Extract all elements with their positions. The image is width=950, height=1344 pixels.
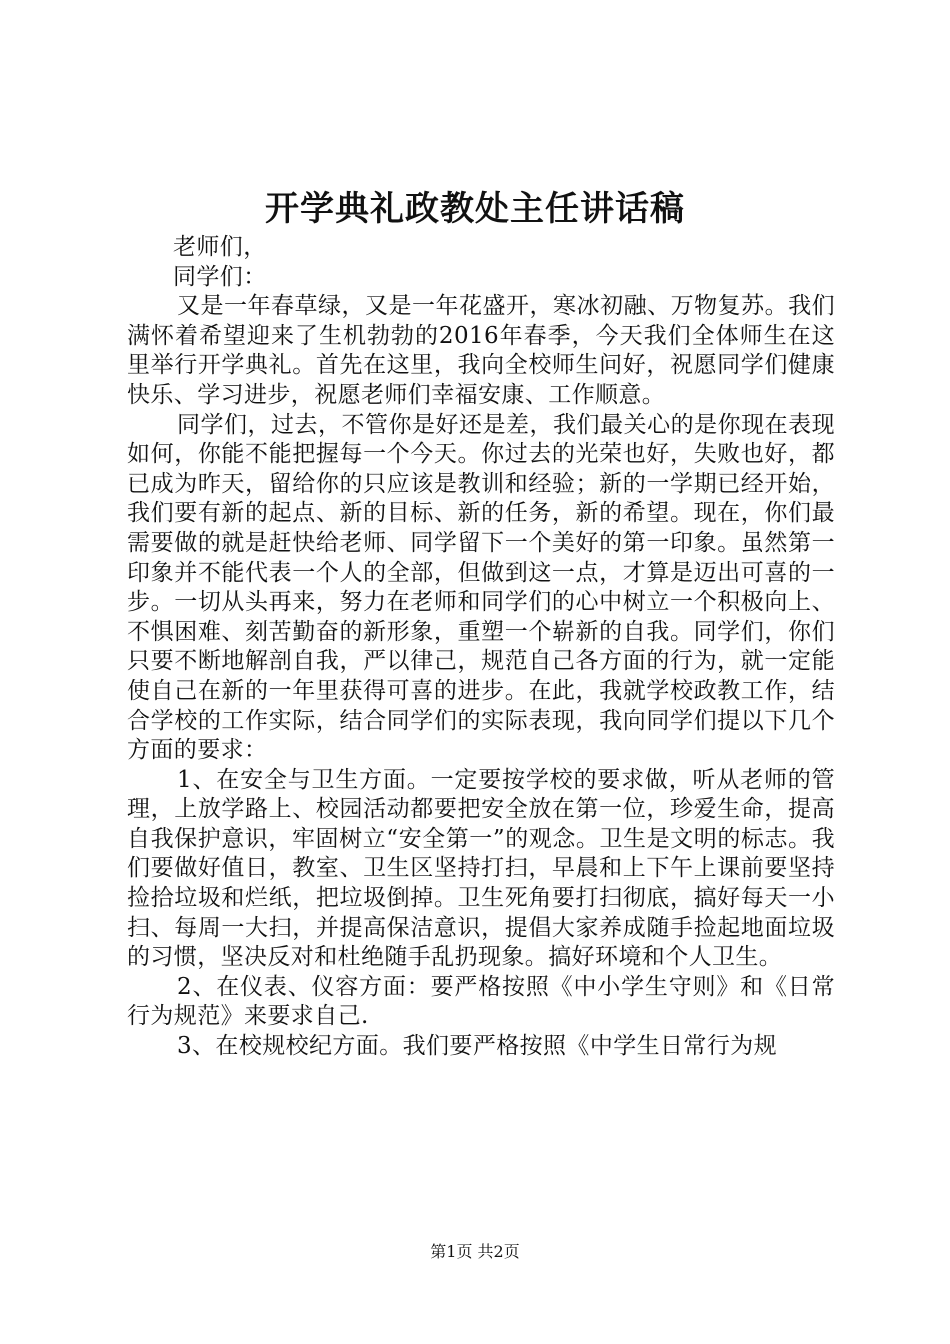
salutation-students: 同学们： — [173, 263, 267, 290]
paragraph-requirement-appearance: 2、在仪表、仪容方面：要严格按照《中小学生守则》和《日常行为规范》来要求自己. — [127, 973, 835, 1030]
paragraph-expectations: 同学们，过去，不管你是好还是差，我们最关心的是你现在表现如何，你能不能把握每一个今天。你过去的光荣也好，失败也好，都已成为昨天，留给你的只应该是教训和经验；新的一学期已经开始，我们要有新的起点、新的目标、新的任务，新的希望。现在，你们最需要做的就是赶快给老师、同学留下一个美好的第一印象。虽然第一印象并不能代表一个人的全部，但做到这一点，才算是迈出可喜的一步。一切从头再来，努力在老师和同学们的心中树立一个积极向上、不惧困难、刻苦勤奋的新形象，重塑一个崭新的自我。同学们，你们只要不断地解剖自我，严以律己，规范自己各方面的行为，就一定能使自己在新的一年里获得可喜的进步。在此，我就学校政教工作，结合学校的工作实际，结合同学们的实际表现，我向同学们提以下几个方面的要求： — [127, 411, 835, 764]
paragraph-requirement-discipline: 3、在校规校纪方面。我们要严格按照《中学生日常行为规 — [177, 1033, 778, 1060]
paragraph-opening: 又是一年春草绿，又是一年花盛开，寒冰初融、万物复苏。我们满怀着希望迎来了生机勃勃的2016年春季，今天我们全体师生在这里举行开学典礼。首先在这里，我向全校师生问好，祝愿同学们健康快乐、学习进步，祝愿老师们幸福安康、工作顺意。 — [127, 293, 835, 408]
document-body — [127, 233, 835, 1062]
paragraph-requirement-safety: 1、在安全与卫生方面。一定要按学校的要求做，听从老师的管理，上放学路上、校园活动都要把安全放在第一位，珍爱生命，提高自我保护意识，牢固树立“安全第一”的观念。卫生是文明的标志。我们要做好值日，教室、卫生区坚持打扫，早晨和上下午上课前要坚持捡拾垃圾和烂纸，把垃圾倒掉。卫生死角要打扫彻底，搞好每天一小扫、每周一大扫，并提高保洁意识，提倡大家养成随手捡起地面垃圾的习惯，坚决反对和杜绝随手乱扔现象。搞好环境和个人卫生。 — [127, 766, 835, 971]
page-number: 第1页 共2页 — [430, 1242, 520, 1261]
salutation-teachers: 老师们， — [173, 234, 267, 260]
document-title: 开学典礼政教处主任讲话稿 — [265, 189, 685, 229]
